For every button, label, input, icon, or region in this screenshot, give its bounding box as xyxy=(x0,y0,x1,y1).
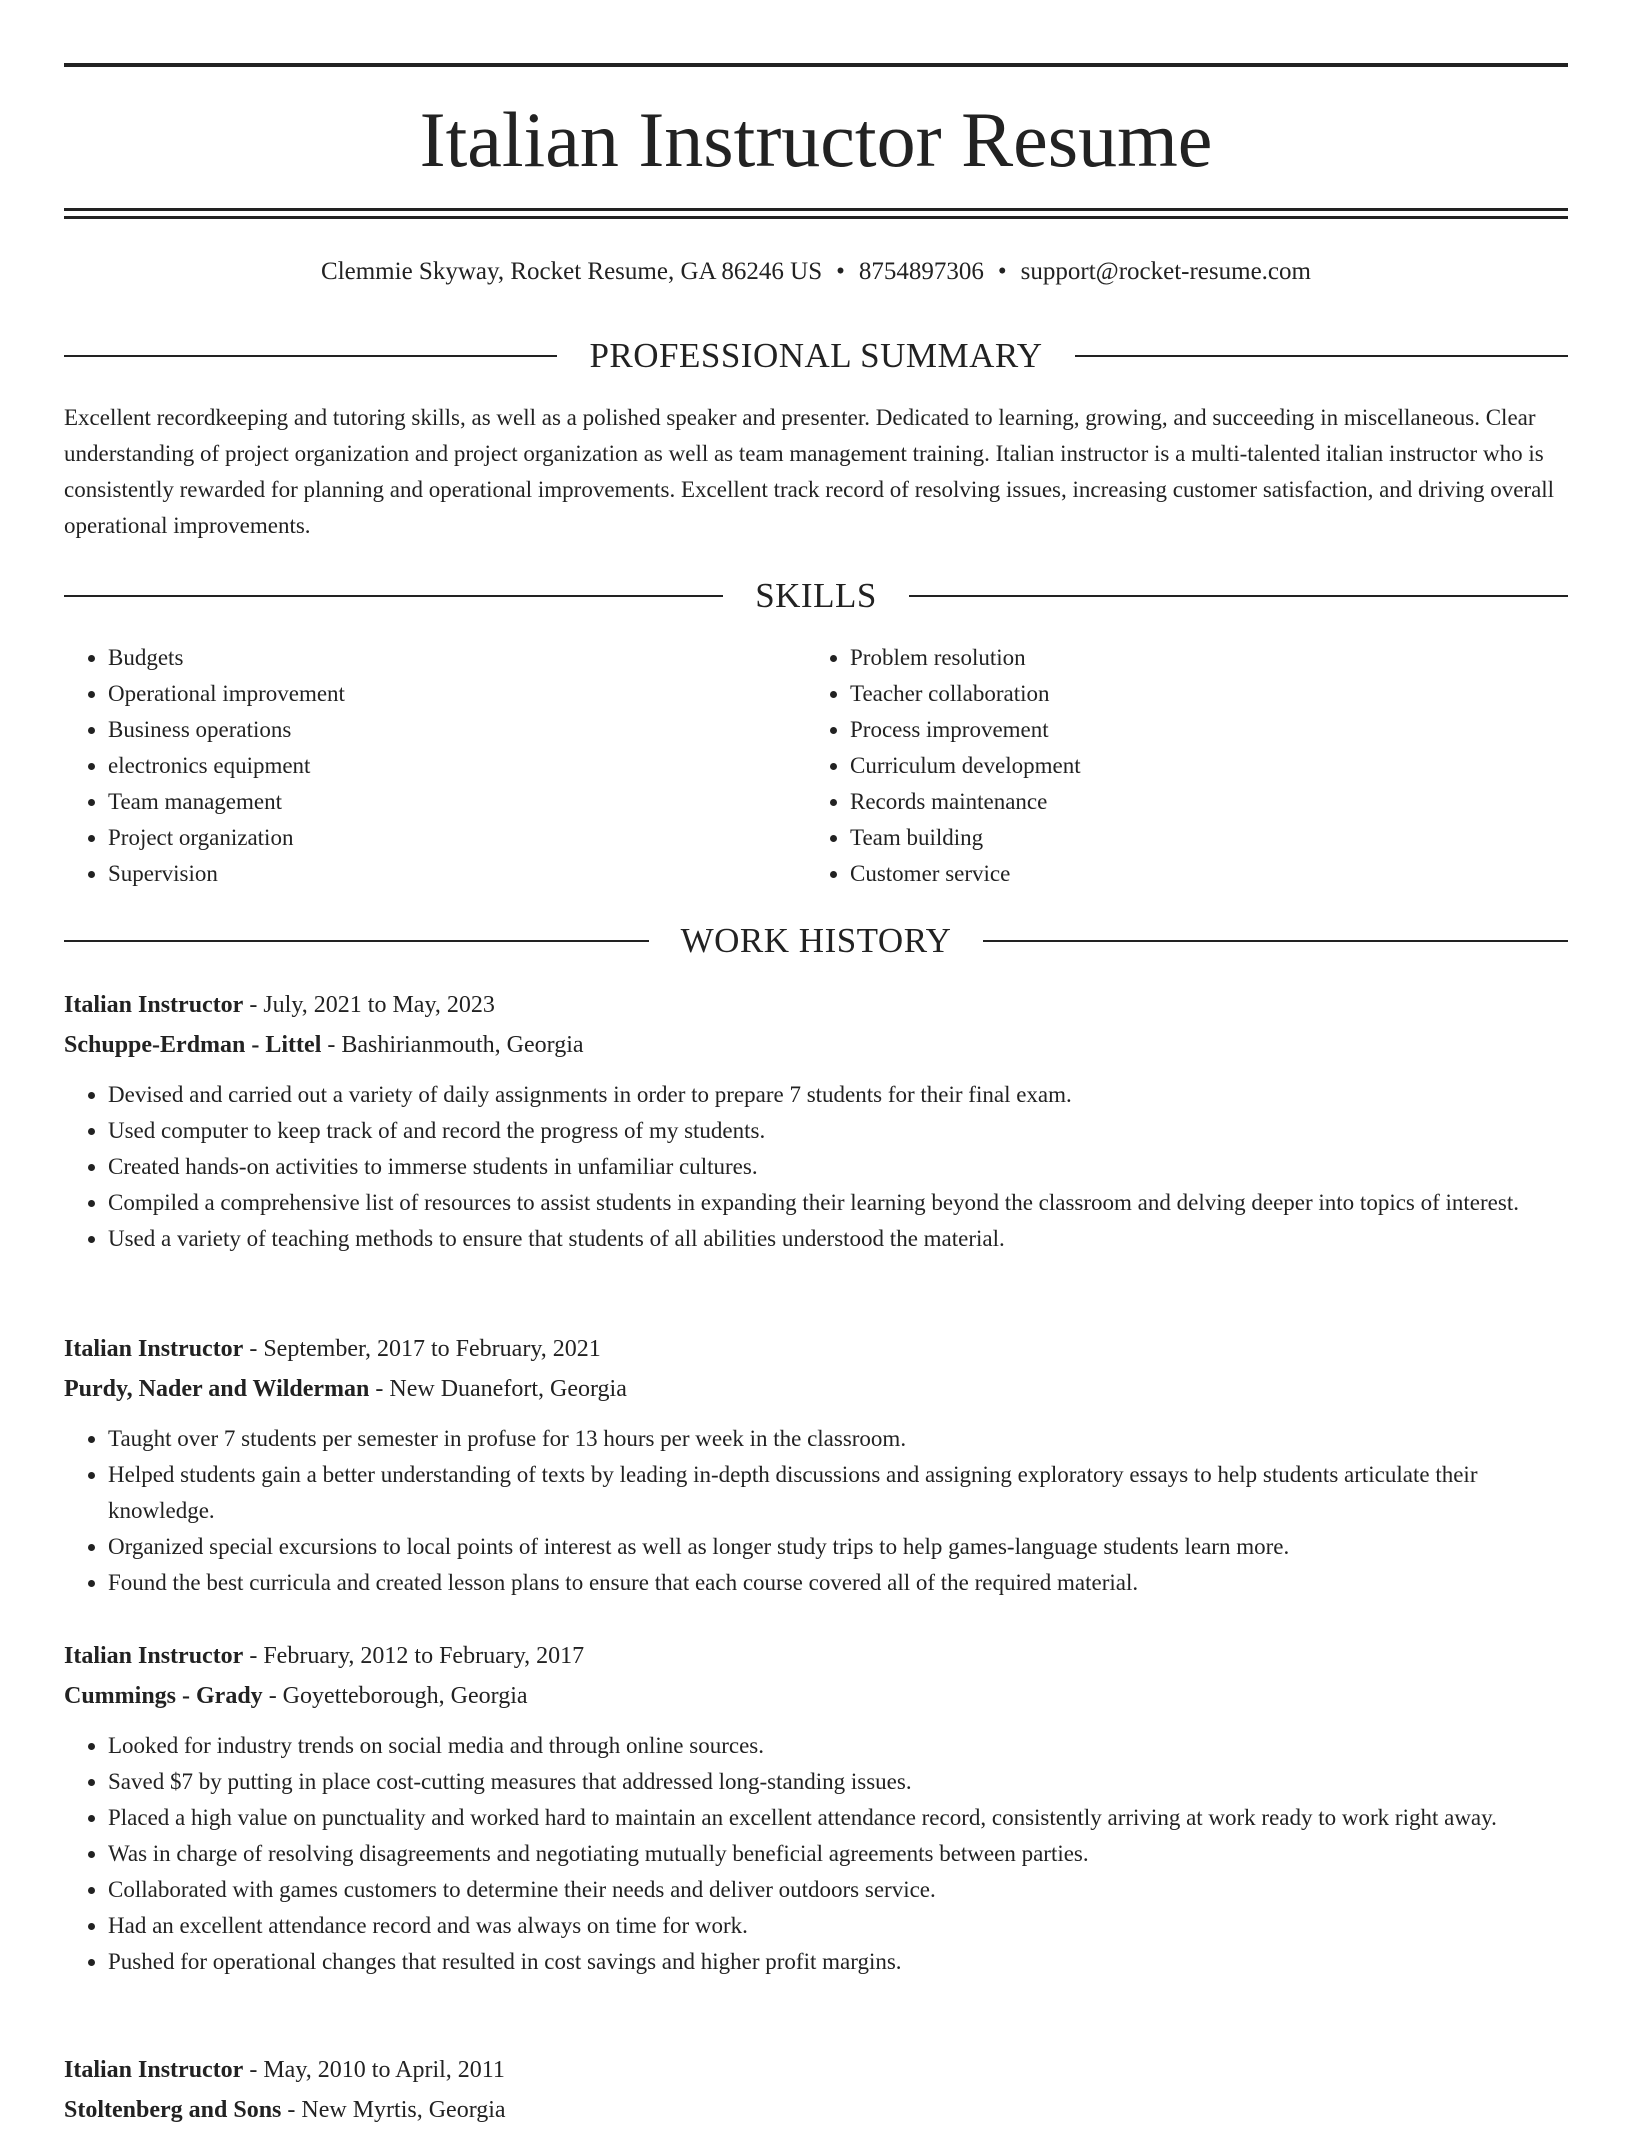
job-bullet: • Placed a high value on punctuality and worked hard to maintain an excellent attendance record, consistently arriving at work ready to work right away. xyxy=(108,1800,1568,1836)
job-bullet: • Helped students gain a better understanding of texts by leading in-depth discussions and assigning exploratory essays to help students articulate their knowledge. xyxy=(108,1457,1568,1529)
summary-heading xyxy=(64,336,1568,376)
job-entry xyxy=(64,1636,1568,1980)
job-company: Schuppe-Erdman - Littel xyxy=(64,1032,322,1058)
skill-item: • Team building xyxy=(850,820,1550,856)
job-bullets xyxy=(64,1728,1568,1980)
job-bullet: • Pushed for operational changes that resulted in cost savings and higher profit margins. xyxy=(108,1944,1568,1980)
skill-item: • Problem resolution xyxy=(850,640,1550,676)
job-bullet: • Devised and carried out a variety of daily assignments in order to prepare 7 students for their final exam. xyxy=(108,1077,1568,1113)
job-company-line xyxy=(64,1025,1568,1065)
job-bullet: • Collaborated with games customers to determine their needs and deliver outdoors service. xyxy=(108,1872,1568,1908)
job-company-line xyxy=(64,2090,1568,2130)
title-rule-lower xyxy=(64,216,1568,219)
skills-heading xyxy=(64,576,1568,616)
divider-line xyxy=(64,595,723,597)
job-bullets xyxy=(64,1421,1568,1601)
job-location: - Bashirianmouth, Georgia xyxy=(321,1032,584,1058)
job-dates: - September, 2017 to February, 2021 xyxy=(243,1336,601,1362)
work-history-heading xyxy=(64,921,1568,961)
job-bullet: • Used a variety of teaching methods to ensure that students of all abilities understood the material. xyxy=(108,1221,1568,1257)
job-company: Stoltenberg and Sons xyxy=(64,2097,282,2123)
job-bullet: • Organized special excursions to local points of interest as well as longer study trips to help games-language students learn more. xyxy=(108,1529,1568,1565)
skill-item: • Operational improvement xyxy=(108,676,808,712)
job-location: - New Myrtis, Georgia xyxy=(281,2097,506,2123)
skill-item: • Project organization xyxy=(108,820,808,856)
skill-item: • Business operations xyxy=(108,712,808,748)
job-dates: - July, 2021 to May, 2023 xyxy=(243,992,495,1018)
summary-text: Excellent recordkeeping and tutoring skills, as well as a polished speaker and presenter. Dedicated to learning, growing, and succeeding in miscellaneous. Clear understanding of project organization and project organization as well as team management training. Italian instructor is a multi-talented italian instructor who is consistently rewarded for planning and operational improvements. Excellent track record of resolving issues, increasing customer satisfaction, and driving overall operational improvements. xyxy=(64,405,1555,538)
skill-item: • Teacher collaboration xyxy=(850,676,1550,712)
job-company: Cummings - Grady xyxy=(64,1683,263,1709)
contact-separator: • xyxy=(836,258,845,285)
contact-line xyxy=(64,254,1568,290)
divider-line xyxy=(983,940,1568,942)
job-title-line xyxy=(64,985,1568,1025)
divider-line xyxy=(1075,355,1568,357)
job-title: Italian Instructor xyxy=(64,1336,244,1362)
job-bullet: • Compiled a comprehensive list of resources to assist students in expanding their learning beyond the classroom and delving deeper into topics of interest. xyxy=(108,1185,1568,1221)
resume-title: Italian Instructor Resume xyxy=(419,96,1213,183)
skill-item: • Team management xyxy=(108,784,808,820)
job-company-line xyxy=(64,1676,1568,1716)
job-bullet: • Had an excellent attendance record and was always on time for work. xyxy=(108,1908,1568,1944)
divider-line xyxy=(909,595,1568,597)
job-entry xyxy=(64,1329,1568,1601)
divider-line xyxy=(64,355,557,357)
skill-item: • Supervision xyxy=(108,856,808,892)
job-title-line xyxy=(64,2050,1568,2090)
skill-item: • electronics equipment xyxy=(108,748,808,784)
section-title: PROFESSIONAL SUMMARY xyxy=(589,336,1043,375)
job-location: - Goyetteborough, Georgia xyxy=(262,1683,528,1709)
job-location: - New Duanefort, Georgia xyxy=(369,1376,627,1402)
job-title: Italian Instructor xyxy=(64,1643,244,1669)
divider-line xyxy=(64,940,649,942)
skill-item: • Curriculum development xyxy=(850,748,1550,784)
job-bullet: • Saved $7 by putting in place cost-cutting measures that addressed long-standing issues. xyxy=(108,1764,1568,1800)
section-title: SKILLS xyxy=(755,576,877,615)
skill-item: • Records maintenance xyxy=(850,784,1550,820)
job-title: Italian Instructor xyxy=(64,992,244,1018)
skills-list-left xyxy=(64,640,808,892)
job-title-line xyxy=(64,1636,1568,1676)
job-bullets xyxy=(64,1077,1568,1257)
skill-item: • Budgets xyxy=(108,640,808,676)
contact-separator: • xyxy=(997,258,1007,285)
section-title: WORK HISTORY xyxy=(680,921,952,960)
job-dates: - February, 2012 to February, 2017 xyxy=(243,1643,585,1669)
contact-email: support@rocket-resume.com xyxy=(1020,258,1311,285)
job-bullet: • Looked for industry trends on social media and through online sources. xyxy=(108,1728,1568,1764)
skill-item: • Customer service xyxy=(850,856,1550,892)
job-bullet: • Used computer to keep track of and record the progress of my students. xyxy=(108,1113,1568,1149)
job-entry xyxy=(64,2050,1568,2130)
job-bullet: • Found the best curricula and created lesson plans to ensure that each course covered all of the required material. xyxy=(108,1565,1568,1601)
skills-list-right xyxy=(806,640,1550,892)
contact-address: Clemmie Skyway, Rocket Resume, GA 86246 US xyxy=(321,258,823,285)
contact-phone: 8754897306 xyxy=(858,258,984,285)
job-bullet: • Was in charge of resolving disagreements and negotiating mutually beneficial agreements between parties. xyxy=(108,1836,1568,1872)
job-bullet: • Created hands-on activities to immerse students in unfamiliar cultures. xyxy=(108,1149,1568,1185)
job-dates: - May, 2010 to April, 2011 xyxy=(243,2057,505,2083)
job-company-line xyxy=(64,1369,1568,1409)
job-company: Purdy, Nader and Wilderman xyxy=(64,1376,370,1402)
title-rule-upper xyxy=(64,208,1568,211)
job-bullet: • Taught over 7 students per semester in profuse for 13 hours per week in the classroom. xyxy=(108,1421,1568,1457)
job-title-line xyxy=(64,1329,1568,1369)
job-title: Italian Instructor xyxy=(64,2057,244,2083)
job-entry xyxy=(64,985,1568,1257)
top-rule xyxy=(64,63,1568,67)
skill-item: • Process improvement xyxy=(850,712,1550,748)
